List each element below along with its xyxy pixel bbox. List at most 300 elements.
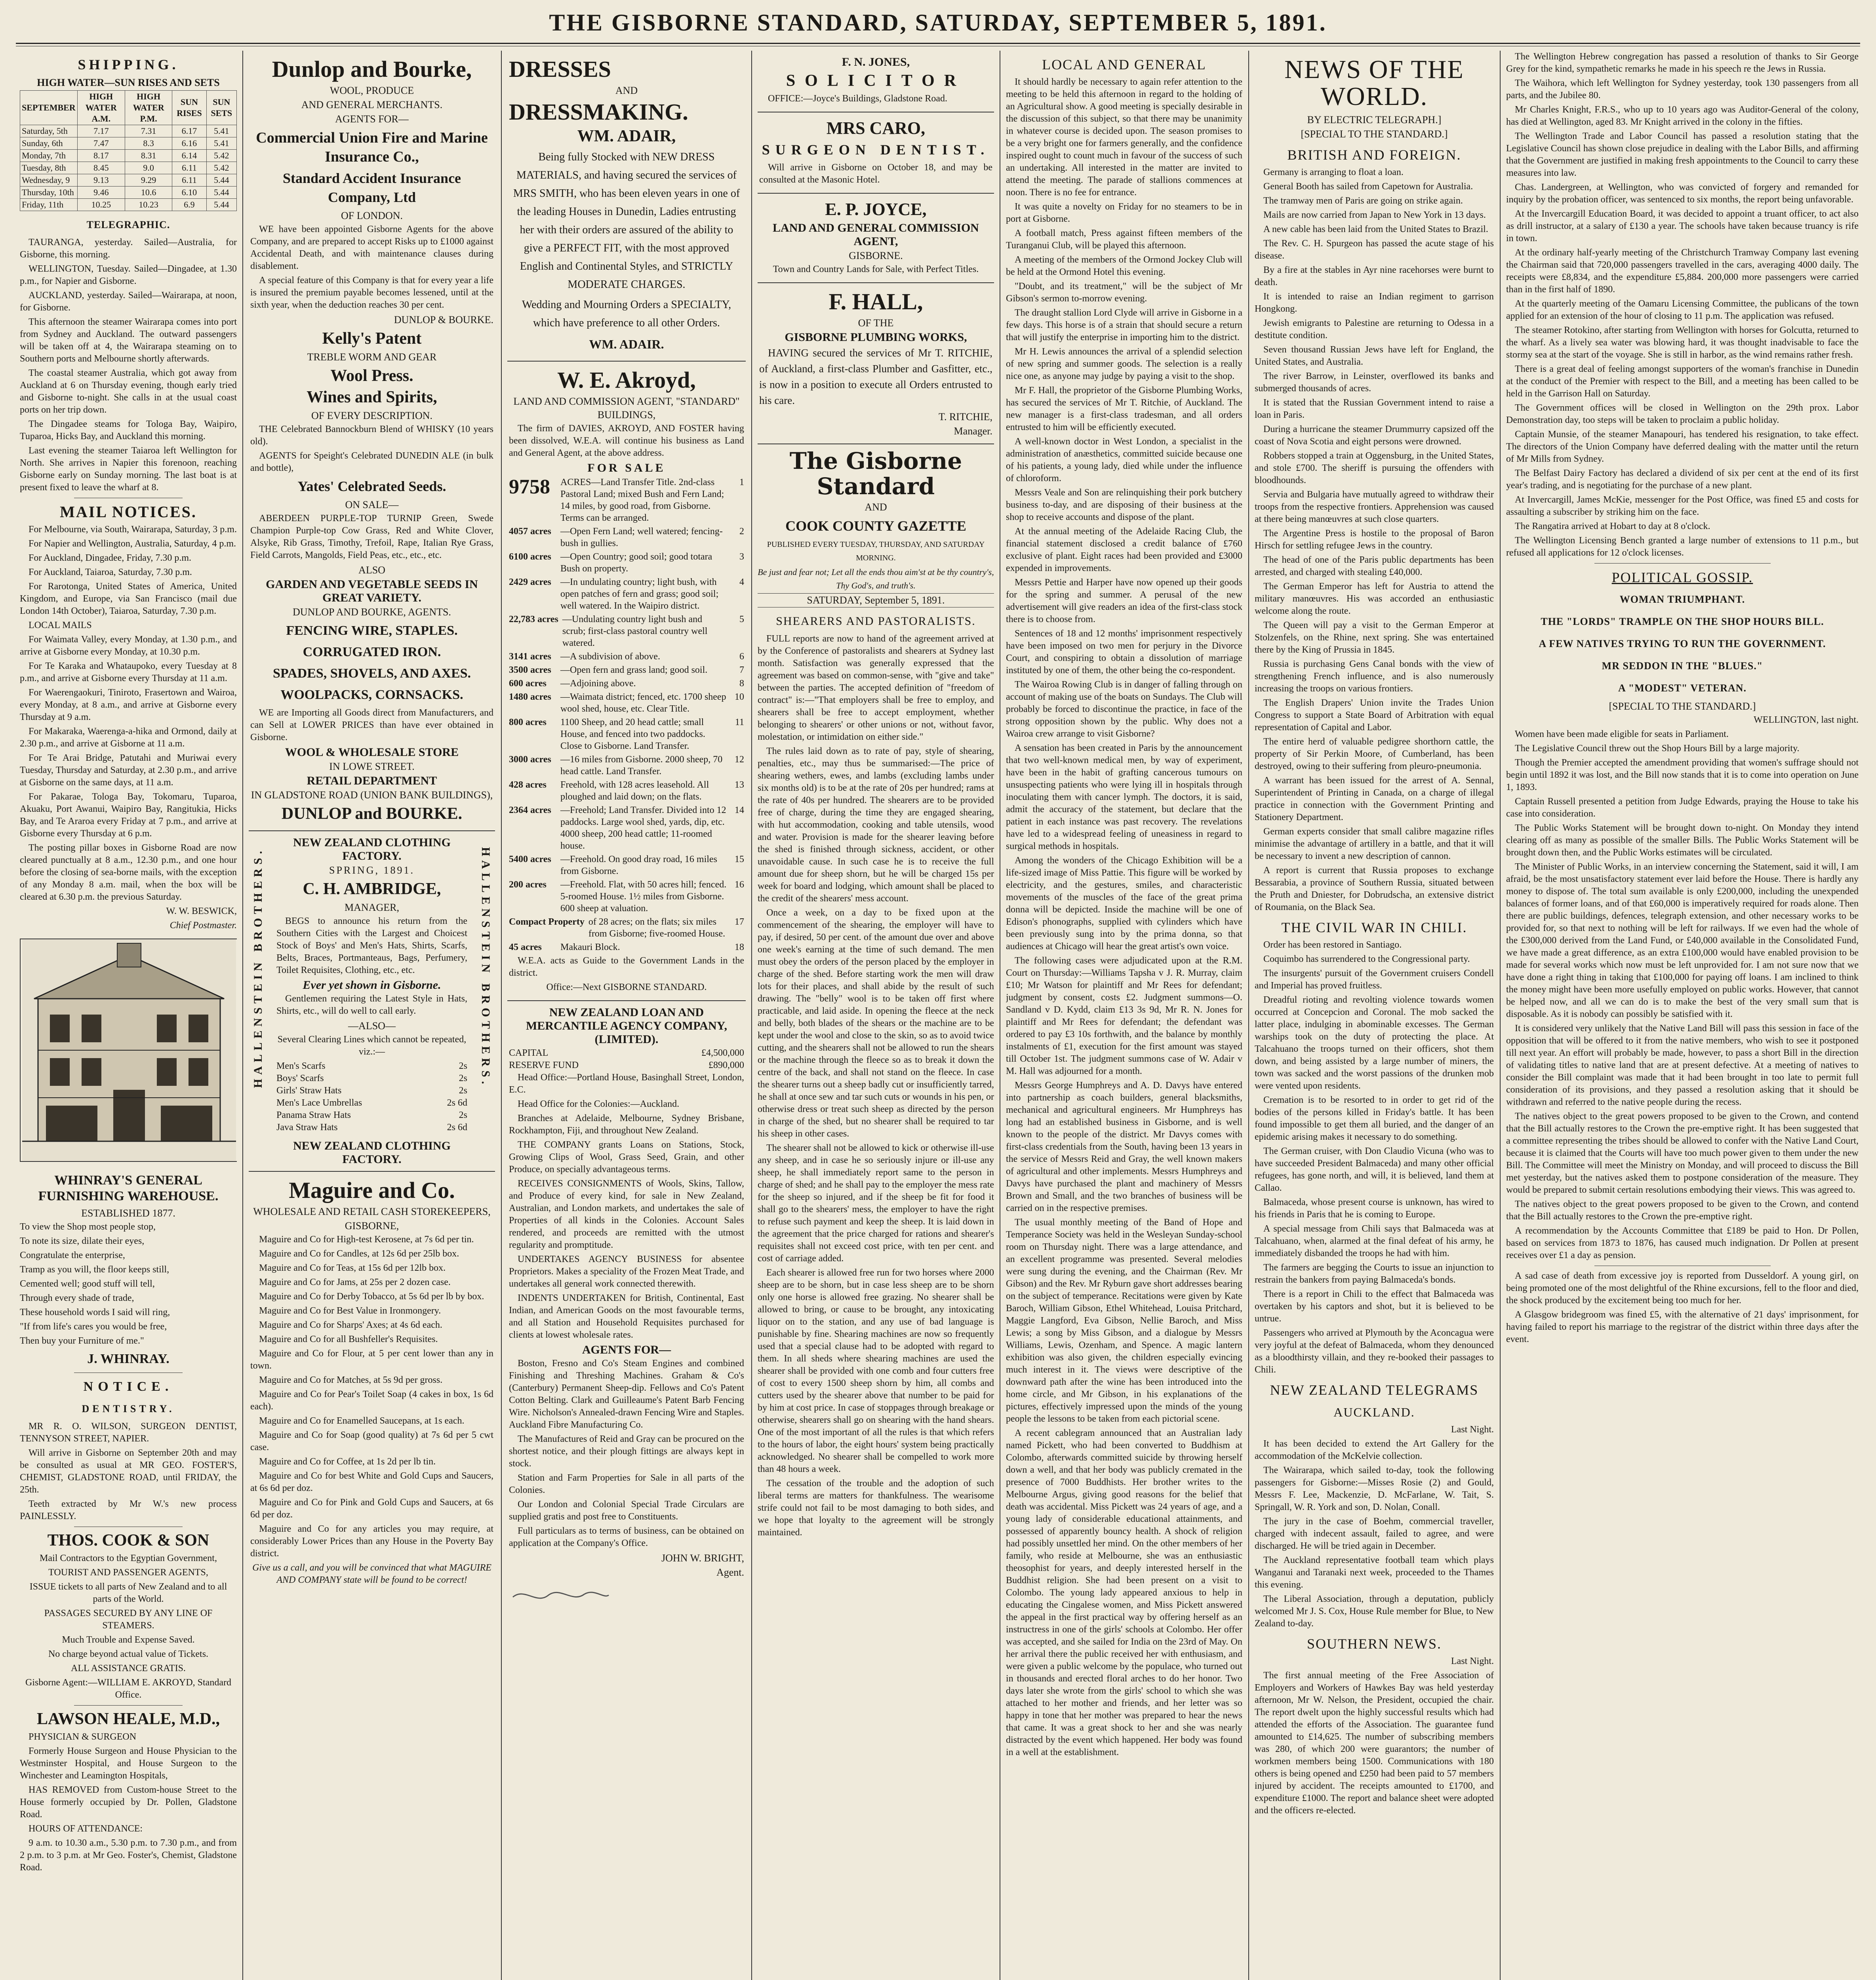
tide-cell: Tuesday, 8th <box>20 162 78 174</box>
local-paragraph: A meeting of the members of the Ormond Jockey Club will be held at the Ormond Hotel this evening. <box>1006 255 1242 277</box>
shipping-heading: SHIPPING. <box>78 57 179 72</box>
dunlop-line: WOOL, PRODUCE <box>329 85 414 96</box>
land-number: 14 <box>735 805 744 815</box>
land-area: 6100 acres <box>509 552 551 562</box>
land-description: —Undulating country light bush and scrub; first-class pastoral country well watered. <box>562 614 708 648</box>
land-area: 800 acres <box>509 717 547 727</box>
land-listing <box>509 525 744 549</box>
hall-para: HAVING secured the services of Mr T. RITCHIE, of Auckland, a first-class Plumber and Gasfitter, etc., is now in a position to execute all Orders entrusted to his care. <box>759 347 992 406</box>
heale-paragraph: HOURS OF ATTENDANCE: <box>29 1824 143 1834</box>
dunlop-sign-2: DUNLOP and BOURKE. <box>281 805 463 823</box>
mail-paragraph: For Napier and Wellington, Australia, Saturday, 4 p.m. <box>29 539 236 549</box>
import-para: WE are Importing all Goods direct from Manufacturers, and can Sell at LOWER PRICES than have ever obtained in Gisborne. <box>250 708 493 742</box>
wines-sub: OF EVERY DESCRIPTION. <box>311 410 432 421</box>
local-paragraph: Messrs George Humphreys and A. D. Davys have entered into partnership as coach builders, general blacksmiths, mechanical and agricultural engineers. Mr Humphreys has long had an established business in Gisborne, and is well known to the people of the district. Mr Davys comes with first-class credentials from the South, having been 13 years in the service of Messrs Reid and Gray, the well known makers of agricultural and other implements. Messrs Humphreys and Davys have purchased the plant and machinery of Messrs Brown and Small, and the two branches of business will be carried on in the respective premises. <box>1006 1080 1242 1213</box>
garden-seeds: GARDEN AND VEGETABLE SEEDS IN GREAT VARIETY. <box>266 578 478 604</box>
shearers-heading: SHEARERS AND PASTORALISTS. <box>776 615 976 628</box>
price-row <box>276 1121 467 1134</box>
joyce-para: Town and Country Lands for Sale, with Perfect Titles. <box>773 264 979 274</box>
price-row <box>276 1097 467 1109</box>
tide-cell: 10.6 <box>125 187 172 199</box>
column-7-paragraph: The steamer Rotokino, after starting from Wellington with horses for Golcutta, returned to the wharf. As a lively sea water was blowing hard, it was thought inadvisable to face the stormy sea at the start of the voyage. She is still in harbor, as the wind remains rather fresh. <box>1506 325 1859 360</box>
local-paragraph: Sentences of 18 and 12 months' imprisonment respectively have been imposed on two men for perjury in the Divorce Court, and conspiring to obtain a dissolution of marriage instituted by one of them, the other being the co-respondent. <box>1006 628 1242 676</box>
world-paragraph: The Argentine Press is hostile to the proposal of Baron Hirsch for settling refugee Jews in the country. <box>1255 528 1494 551</box>
political-gossip-heading: POLITICAL GOSSIP. <box>1611 569 1753 585</box>
mail-paragraph: For Te Arai Bridge, Patutahi and Muriwai every Tuesday, Thursday and Saturday, at 2.30 p.m., and arrive at Gisborne on the same days, at 11 a.m. <box>20 753 237 788</box>
tide-cell: 5.42 <box>206 150 236 162</box>
maguire-sub: WHOLESALE AND RETAIL CASH STOREKEEPERS, <box>253 1206 491 1217</box>
local-general-article <box>1006 76 1242 1759</box>
akroyd-para: The firm of DAVIES, AKROYD, AND FOSTER having been dissolved, W.E.A. will continue his business as Land and General Agent, at the above address. <box>509 423 744 458</box>
mail-paragraph: For Auckland, Taiaroa, Saturday, 7.30 p.m. <box>29 567 192 577</box>
ambridge-manager: MANAGER, <box>345 902 399 913</box>
maguire-item: Maguire and Co for Soap (good quality) at 7s 6d per 5 cwt case. <box>250 1430 493 1453</box>
tide-row <box>20 137 237 150</box>
shearers-paragraph: Once a week, on a day to be fixed upon at the commencement of the shearing, the employer will have to pay, if desired, 50 per cent. of the amount due over and above one week's earning at the time of such demand. The men must obey the orders of the person placed by the employer in charge of the shed. Before starting work the men will draw lots for their places, and shall abide by the result of such drawing. The "belly" wool is to be taken off first where practicable, and laid aside. In opening the fleece at the neck and belly, both blades of the shears or the machine are to be kept under the wool and close to the skin, so as to avoid twice cutting, and the shearers shall not be allowed to run the shears or the machine through the fleece so as to break it down the centre of the back, and shall not stand on the fleece. In case the shearer turns out a sheep badly cut or insufficiently tarred, he shall at once sew and tar such cuts or wounds in his pen, or otherwise dress or treat such sheep as directed by the person in charge of the shed, but no shearer shall be required to tar his sheep in other cases. <box>758 908 994 1139</box>
shipping-paragraph: WELLINGTON, Tuesday. Sailed—Dingadee, at 1.30 p.m., for Napier and Gisborne. <box>20 264 237 286</box>
column-5 <box>1006 51 1242 1980</box>
tide-cell: 6.14 <box>172 150 206 162</box>
gossip-paragraph: The Legislative Council threw out the Shop Hours Bill by a large majority. <box>1515 743 1800 754</box>
world-paragraph: General Booth has sailed from Capetown for Australia. <box>1263 181 1473 192</box>
retail-dept-sub: IN GLADSTONE ROAD (UNION BANK BUILDINGS), <box>251 789 493 801</box>
world-paragraph: Jewish emigrants to Palestine are returning to Odessa in a destitute condition. <box>1255 318 1494 341</box>
ambridge-para: BEGS to announce his return from the Southern Cities with the Largest and Choicest Stock of Boys' and Men's Hats, Shirts, Scarfs, Belts, Braces, Portmanteaus, Bags, Perfumery, Toilet Requisites, Clothing, etc., etc. <box>276 916 467 975</box>
hallenstein-vertical-left: HALLENSTEIN BROTHERS. <box>251 847 265 1088</box>
tide-cell: 5.42 <box>206 162 236 174</box>
land-number: 15 <box>735 854 744 864</box>
nzlma-capital <box>509 1047 744 1059</box>
tide-cell: Sunday, 6th <box>20 137 78 150</box>
tide-cell: Saturday, 5th <box>20 125 78 137</box>
land-area: 45 acres <box>509 942 542 952</box>
maguire-item: Maguire and Co for Flour, at 5 per cent lower than any in town. <box>250 1348 493 1371</box>
local-paragraph: The following cases were adjudicated upon at the R.M. Court on Thursday:—Williams Tapsha v J. R. Murray, claim £10; Mr Watson for plaintiff and Mr Rees for defendant; judgment by consent, costs £2. Judgment summons—O. Sandland v D. Kydd, claim £13 3s 9d, Mr R. N. Jones for plaintiff and Mr Rees for defendant; the defendant was ordered to pay £3 10s forthwith, and the balance by monthly instalments of £1, execution for the first amount was stayed till October 1st. The judgment summons case of W. Adair v M. Hall was adjourned for a month. <box>1006 956 1242 1076</box>
column-7-paragraph: The Rangatira arrived at Hobart to day at 8 o'clock. <box>1515 521 1710 531</box>
tide-table-body <box>20 125 237 211</box>
land-number: 12 <box>735 754 744 765</box>
tide-cell: 6.16 <box>172 137 206 150</box>
auckland-paragraph: The jury in the case of Boehm, commercial traveller, charged with indecent assault, failed to agree, and were discharged. He will be tried again in December. <box>1255 1516 1494 1551</box>
column-rule <box>751 51 752 1980</box>
british-foreign-heading: BRITISH AND FOREIGN. <box>1287 147 1461 163</box>
price-value: 2s 6d <box>447 1122 467 1133</box>
political-gossip-article <box>1506 728 1859 1262</box>
land-listing <box>509 916 744 940</box>
world-paragraph: The English Drapers' Union invite the Trades Union Congress to support a State Board of Arbitration with equal representation of Capital and Labor. <box>1255 698 1494 733</box>
local-paragraph: Mr F. Hall, the proprietor of the Gisborne Plumbing Works, has secured the services of Mr T. Ritchie, of Auckland. The new manager is a first-class tradesman, and all orders entrusted to him will be efficiently executed. <box>1006 385 1242 432</box>
shipping-paragraph: Last evening the steamer Taiaroa left Wellington for North. She arrives in Napier this forenoon, reaching Gisborne early on Sunday morning. The last boat is at present fixed to leave the wharf at 8. <box>20 446 237 493</box>
verse-line: These household words I said will ring, <box>20 1307 170 1317</box>
nzlma-title: NEW ZEALAND LOAN AND MERCANTILE AGENCY COMPANY, (LIMITED). <box>526 1006 728 1046</box>
spring-1891: SPRING, 1891. <box>329 864 415 876</box>
tide-cell: 5.44 <box>206 187 236 199</box>
land-number: 16 <box>735 880 744 890</box>
land-description: 1100 Sheep, and 20 head cattle; small House, and fenced into two paddocks. Close to Gisborne. Land Transfer. <box>560 717 705 751</box>
yates-title: Yates' Celebrated Seeds. <box>297 478 446 494</box>
column-rule <box>501 51 502 1980</box>
gents-para: Gentlemen requiring the Latest Style in Hats, Shirts, etc., will do well to call early. <box>276 994 467 1016</box>
agent-stamp-mark <box>509 1583 612 1607</box>
civil-war-chili-heading: THE CIVIL WAR IN CHILI. <box>1281 920 1467 935</box>
chili-paragraph: Coquimbo has surrendered to the Congressional party. <box>1263 954 1470 964</box>
auckland-paragraph: The Liberal Association, through a deputation, publicly welcomed Mr J. S. Cox, House Rule member for Blue, to New Zealand to-day. <box>1255 1594 1494 1629</box>
land-description: —Waimata district; fenced, etc. 1700 sheep wool shed, house, etc. Clear Title. <box>560 692 726 714</box>
local-paragraph: Mr H. Lewis announces the arrival of a splendid selection of new spring and summer goods. The selection is a really nice one, as anyone may judge by paying a visit to the shop. <box>1006 346 1242 381</box>
nzlma-advert <box>507 1001 746 1615</box>
price-row <box>276 1109 467 1121</box>
land-number: 17 <box>735 917 744 927</box>
dressmaking-title: DRESSMAKING. <box>509 99 688 125</box>
auckland-paragraph: The Wairarapa, which sailed to-day, took the following passengers for Gisborne:—Misses Rosie (2) and Gould, Messrs F. Lee, Mackenzie, D. McFarlane, W. Tait, S. Springall, W. R. York and son, D. Nolan, Conall. <box>1255 1465 1494 1512</box>
land-description: Makauri Block. <box>560 942 620 952</box>
price-row <box>276 1060 467 1072</box>
nzlma-paragraph: Branches at Adelaide, Melbourne, Sydney Brisbane, Rockhampton, Fiji, and throughout New Zealand. <box>509 1113 744 1136</box>
maguire-item: Maguire and Co for best White and Gold Cups and Saucers, at 6s 6d per doz. <box>250 1471 493 1493</box>
chili-paragraph: Dreadful rioting and revolting violence towards women occurred at Concepcion and Coronal. The mob sacked the latter place, indulging in abominable excesses. The German warships took on the duty of protecting the place. At Talcahuano the troops turned on their officers, shot them down, and being assisted by a large number of miners, the town was sacked and the worst passions of the drunken mob were vented upon residents. <box>1255 995 1494 1091</box>
tide-cell: 8.3 <box>125 137 172 150</box>
land-number: 8 <box>739 678 744 689</box>
tide-header: SUN RISES <box>172 91 206 125</box>
price-row <box>276 1072 467 1085</box>
chili-paragraph: Cremation is to be resorted to in order to get rid of the bodies of the persons killed in Friday's battle. It has been found impossible to get them all buried, and the danger of an epidemic arising makes it necessary to do something. <box>1255 1095 1494 1142</box>
telegraphic-heading: TELEGRAPHIC. <box>86 219 170 230</box>
news-of-the-world-heading: NEWS OF THE WORLD. <box>1284 55 1464 111</box>
jones-office: OFFICE:—Joyce's Buildings, Gladstone Road. <box>768 93 947 104</box>
land-number: 13 <box>735 780 744 790</box>
price-value: 2s <box>459 1085 467 1096</box>
land-listing <box>509 779 744 803</box>
dunlop-para: A special feature of this Company is that for every year a life is insured the premium payable becomes lessened, until at the sixth year, when the deduction reaches 30 per cent. <box>250 275 493 310</box>
ambridge-prices <box>276 1060 467 1134</box>
nz-telegrams-heading: NEW ZEALAND TELEGRAMS <box>1270 1382 1479 1398</box>
tide-cell: 7.31 <box>125 125 172 137</box>
tide-cell: Wednesday, 9 <box>20 174 78 187</box>
divider <box>74 1705 183 1706</box>
column-3 <box>507 51 746 1980</box>
shearers-paragraph: The cessation of the trouble and the adoption of such liberal terms are matters for thankfulness. The wearisome strife could not fail to be most damaging to both sides, and we hope that loyalty to the agreement will be strongly maintained. <box>758 1478 994 1538</box>
land-listing <box>509 651 744 663</box>
london: OF LONDON. <box>341 210 403 221</box>
nzlma-sign: JOHN W. BRIGHT, <box>661 1552 744 1564</box>
mail-signature-title: Chief Postmaster. <box>170 920 237 931</box>
auckland-paragraph: It has been decided to extend the Art Gallery for the accommodation of the McKelvie collection. <box>1255 1439 1494 1461</box>
land-number: 11 <box>735 717 744 727</box>
tide-cell: 6.9 <box>172 199 206 211</box>
akroyd-advert <box>507 362 746 1001</box>
land-listing <box>509 664 744 676</box>
price-item: Boys' Scarfs <box>276 1073 324 1083</box>
union-insurance: Commercial Union Fire and Marine Insurance Co., <box>256 129 488 165</box>
tide-row <box>20 187 237 199</box>
auckland-paragraphs <box>1255 1438 1494 1630</box>
world-paragraph: Russia is purchasing Gens Canal bonds with the view of strengthening French influence, and is also numerously increasing the troops on various frontiers. <box>1255 659 1494 694</box>
world-paragraph: Mails are now carried from Japan to New York in 13 days. <box>1263 210 1486 220</box>
land-listing <box>509 691 744 715</box>
spades: SPADES, SHOVELS, AND AXES. <box>272 666 471 681</box>
price-value: 2s <box>459 1061 467 1071</box>
world-paragraph: The head of one of the Paris public departments has been arrested, and charged with stealing £40,000. <box>1255 555 1494 577</box>
for-sale: FOR SALE <box>587 461 666 474</box>
land-area: 3000 acres <box>509 754 551 765</box>
land-description: —Open fern and grass land; good soil. <box>560 665 708 675</box>
column-7-paragraph: The Wellington Licensing Bench granted a large number of extensions to 11 p.m., but refused all applications for 12 o'clock licenses. <box>1506 535 1859 558</box>
jones-advert <box>758 51 994 112</box>
nzlma-paragraph: INDENTS UNDERTAKEN for British, Continental, East Indian, and American Goods on the most favourable terms, and all Station and Household Requisites purchased for clients at lowest wholesale rates. <box>509 1293 744 1340</box>
maguire-footer: Give us a call, and you will be convinced that what MAGUIRE AND COMPANY state will be found to be correct! <box>252 1563 491 1585</box>
land-listing <box>509 879 744 914</box>
notice-paragraph: MR R. O. WILSON, SURGEON DENTIST, TENNYSON STREET, NAPIER. <box>20 1421 237 1444</box>
dresses-title: DRESSES <box>509 56 611 82</box>
land-area: 3500 acres <box>509 665 551 675</box>
land-number: 18 <box>735 942 744 952</box>
dunlop-advert <box>249 51 495 831</box>
land-listing <box>509 613 744 649</box>
tide-cell: 7.17 <box>77 125 125 137</box>
price-item: Men's Lace Umbrellas <box>276 1098 362 1108</box>
akroyd-office: Office:—Next GISBORNE STANDARD. <box>546 982 707 992</box>
tide-row <box>20 125 237 137</box>
world-paragraphs <box>1255 166 1494 914</box>
price-item: Girls' Straw Hats <box>276 1085 342 1096</box>
hallenstein-vertical-right: HALLENSTEIN BROTHERS. <box>479 847 492 1088</box>
land-listing <box>509 551 744 575</box>
maguire-item: Maguire and Co for Jams, at 25s per 2 dozen case. <box>259 1277 451 1287</box>
few-natives: A FEW NATIVES TRYING TO RUN THE GOVERNMENT. <box>1539 638 1826 649</box>
standard-accident: Standard Accident Insurance Company, Ltd <box>282 170 461 205</box>
chili-paragraph: The farmers are begging the Courts to issue an injunction to restrain the bankers from paying Balmaceda's bonds. <box>1255 1262 1494 1285</box>
verse-line: "If from life's cares you would be free, <box>20 1321 167 1332</box>
ambridge-advert <box>249 831 495 1172</box>
capital-value: £4,500,000 <box>701 1048 744 1058</box>
column-7-paragraph: The Waihora, which left Wellington for Sydney yesterday, took 130 passengers from all parts, and the Jubilee 80. <box>1506 78 1859 101</box>
tide-cell: 10.23 <box>125 199 172 211</box>
tide-table <box>20 90 237 211</box>
seeds-list: ABERDEEN PURPLE-TOP TURNIP Green, Swede Champion Purple-top Cow Grass, Red and White Clover, Alsyke, Rib Grass, Timothy, Trefoil, Rape, Italian Rye Grass, Field Carrots, Mangolds, Field Peas, etc., etc., etc. <box>250 513 493 560</box>
tide-cell: 7.47 <box>77 137 125 150</box>
cook-paragraphs <box>20 1552 237 1701</box>
tide-header: SUN SETS <box>206 91 236 125</box>
column-1 <box>20 51 237 1980</box>
land-description: —In undulating country; light bush, with open patches of fern and grass; good soil; well watered. In the Waipiro district. <box>560 577 719 611</box>
glasgow-para: A Glasgow bridegroom was fined £5, with the alternative of 21 days' imprisonment, for having failed to report his marriage to the registrar of the district within three days after the event. <box>1506 1310 1859 1344</box>
world-paragraph: It is intended to raise an Indian regiment to garrison Hongkong. <box>1255 291 1494 314</box>
tide-cell: 6.17 <box>172 125 206 137</box>
cook-line: PASSAGES SECURED BY ANY LINE OF STEAMERS. <box>44 1608 213 1631</box>
local-paragraph: It was quite a novelty on Friday for no steamers to be in port at Gisborne. <box>1006 202 1242 224</box>
chili-paragraph: Order has been restored in Santiago. <box>1263 940 1402 950</box>
chili-paragraph: The German cruiser, with Don Claudio Vicuna (who was to have succeeded President Balmaceda) and many other official refugees, has gone north, and will, it is believed, land them at Callao. <box>1255 1146 1494 1193</box>
heale-paragraph: HAS REMOVED from Custom-house Street to the House formerly occupied by Dr. Pollen, Gladstone Road. <box>20 1785 237 1820</box>
world-paragraph: Seven thousand Russian Jews have left for England, the United States, and Australia. <box>1255 345 1494 367</box>
local-paragraph: The Wairoa Rowing Club is in danger of falling through on account of making use of the boats on Sundays. The Club will probably be forced to discontinue the practice, in face of the strong opposition shown by the public. Why does not a Wairoa crew arrange to visit Gisborne? <box>1006 680 1242 739</box>
maguire-item: Maguire and Co for Teas, at 15s 6d per 12lb box. <box>259 1263 446 1273</box>
solicitor-title: SOLICITOR <box>786 72 966 90</box>
land-description: —Open Country; good soil; good totara Bush on property. <box>560 552 712 574</box>
local-paragraph: A sensation has been created in Paris by the announcement that two well-known medical men, by way of experiment, have been in the habit of grafting cancerous tumours on unsuspecting patients who were lying ill in hospitals through inoculating them with cancer lymph. The doctors, it is said, admit the accuracy of the statement, but declare that the patient in each instance was past recovery. The revelations have led to a widespread feeling of uneasiness in regard to surgical methods in hospitals. <box>1006 743 1242 851</box>
gossip-paragraph: The natives object to the great powers proposed to be given to the Crown, and contend that the Bill actually restores to the Crown the pre-emptive right. It has been suggested that a committee representing the tribes should be allowed to confer with the Native Land Court, because it is claimed that the Courts will have too much power given to them under the new Bill. The Committee will meet the Ministry on Monday, and will proceed to discuss the Bill met yesterday, but the natives asked them to postpone consideration of the measure. They would be prepared to submit certain resolutions embodying their views. This was agreed to. <box>1506 1111 1859 1195</box>
wellington-dateline: WELLINGTON, last night. <box>1754 715 1859 725</box>
local-paragraph: Messrs Veale and Son are relinquishing their pork butchery business to-day, and are disposing of their business at the shop to receive accounts and dispose of the plant. <box>1006 487 1242 522</box>
akroyd-sub: LAND AND COMMISSION AGENT, "STANDARD" BUILDINGS, <box>513 396 740 421</box>
gossip-paragraph: The natives object to the great powers proposed to be given to the Crown, and contend that the Bill actually restores to the Crown the pre-emptive right. <box>1506 1199 1859 1222</box>
nzlma-paragraph: UNDERTAKES AGENCY BUSINESS for absentee Proprietors. Makes a speciality of the Frozen Meat Trade, and undertakes all general work connected therewith. <box>509 1254 744 1289</box>
divider <box>1594 563 1771 564</box>
gossip-paragraph: Women have been made eligible for seats in Parliament. <box>1515 729 1729 739</box>
verse-line: Cemented well; good stuff will tell, <box>20 1279 155 1289</box>
local-paragraph: "Doubt, and its treatment," will be the subject of Mr Gibson's sermon to-morrow evening. <box>1006 281 1242 304</box>
land-number: 1 <box>739 477 744 487</box>
nzlma-paragraph: THE COMPANY grants Loans on Stations, Stock, Growing Clips of Wool, Grass Seed, Grain, and other Produce, on specially advantageous terms. <box>509 1140 744 1175</box>
chili-paragraph: A special message from Chili says that Balmaceda was at Talcahuano, when, alarmed at the final defeat of his army, he immediately disbanded the troops he had with him. <box>1255 1224 1494 1258</box>
tide-cell: 6.11 <box>172 162 206 174</box>
whinray-title: WHINRAY'S GENERAL FURNISHING WAREHOUSE. <box>38 1173 219 1203</box>
land-description: —Freehold. On good dray road, 16 miles from Gisborne. <box>560 854 717 876</box>
world-paragraph: A warrant has been issued for the arrest of A. Sennal, Superintendent of Printing in Canada, on a charge of illegal practice in connection with the Government Printing and Stationery Department. <box>1255 775 1494 822</box>
tide-header: SEPTEMBER <box>20 91 78 125</box>
world-paragraph: Germany is arranging to float a loan. <box>1263 167 1404 177</box>
cook-line: Mail Contractors to the Egyptian Government, <box>40 1553 217 1563</box>
column-7-paragraph: There is a great deal of feeling amongst supporters of the woman's franchise in Dunedin at the conduct of the Premier with respect to the Bill, and a meeting has been called to be held in the Garrison Hall on Saturday. <box>1506 364 1859 399</box>
land-listing <box>509 716 744 752</box>
dress-advert <box>507 51 746 362</box>
corrugated-iron: CORRUGATED IRON. <box>303 645 441 659</box>
tide-header: HIGH WATER P.M. <box>125 91 172 125</box>
land-number: 6 <box>739 651 744 662</box>
shipping-paragraph: The Dingadee steams for Tologa Bay, Waipiro, Tuparoa, Hicks Bay, and Auckland this morning. <box>20 419 237 442</box>
hall-name: F. HALL, <box>828 289 923 314</box>
nzlma-paragraph: RECEIVES CONSIGNMENTS of Wools, Skins, Tallow, and Produce of every kind, for sale in New Zealand, Australian, and London markets, and undertakes the sale of Properties of all kinds in the Colonies. Account Sales rendered, and proceeds are remitted with the utmost regularity and promptitude. <box>509 1178 744 1250</box>
nzlma-london: Our London and Colonial Special Trade Circulars are supplied gratis and post free to Constituents. <box>509 1499 744 1522</box>
heale-paragraph: Formerly House Surgeon and House Physician to the Westminster Hospital, and House Surgeon to the Winchester and Leamington Hospitals, <box>20 1746 237 1781</box>
maguire-item: Maguire and Co for Sharps' Axes; at 4s 6d each. <box>259 1320 442 1330</box>
land-listing <box>509 804 744 852</box>
dunlop-line: AND GENERAL MERCHANTS. <box>301 99 443 110</box>
verse-line: Congratulate the enterprise, <box>20 1250 125 1260</box>
tide-cell: 9.46 <box>77 187 125 199</box>
hall-advert <box>758 283 994 444</box>
column-7-paragraphs <box>1506 51 1859 559</box>
local-paragraph: A football match, Press against fifteen members of the Turanganui Club, will be played this afternoon. <box>1006 228 1242 251</box>
column-rule <box>1500 51 1501 1980</box>
column-7-paragraph: Mr Charles Knight, F.R.S., who up to 10 years ago was Auditor-General of the colony, has died at Wellington, aged 83. Mr Knight arrived in the colony in the fifties. <box>1506 105 1859 127</box>
maguire-item: Maguire and Co for High-test Kerosene, at 7s 6d per tin. <box>259 1234 474 1245</box>
tide-cell: 6.11 <box>172 174 206 187</box>
notice-heading: NOTICE. <box>83 1379 173 1394</box>
land-area: 1480 acres <box>509 692 551 702</box>
local-paragraph: The usual monthly meeting of the Band of Hope and Temperance Society was held in the Wesleyan Sunday-school room on Thursday night. There was a large attendance, and an excellent programme was presented. Several melodies were sung during the evening, and the Chairman (Rev. Mr Gibson) and the Rev. Mr Ryburn gave short addresses bearing on the subject of temperance. Recitations were given by Kate Baroch, William Gibson, Ethel Whitehead, Louisa Pritchard, Maggie Langford, Eva Gibson, Nellie Baroch, and Miss Lewis; a song by Miss Gibson, and a dialogue by Messrs Williams, Lewis, Ozenham, and Spence. A magic lantern exhibition was also given, the children especially evincing much interest in it. The views were descriptive of the downward path after the wine has been introduced into the home circle, and Mr Gibson, in his explanations of the pictures, effectively impressed upon the minds of the young people the lessons to be taken from each pictorial scene. <box>1006 1217 1242 1424</box>
caro-name: MRS CARO, <box>826 118 926 138</box>
nzlma-reserve <box>509 1059 744 1072</box>
land-listing <box>509 476 744 524</box>
local-paragraph: A recent cablegram announced that an Australian lady named Pickett, who had been converted to Buddhism at Colombo, afterwards committed suicide by throwing herself down a well, and that her body was publicly cremated in the presence of 7000 Buddhists. Her brother writes to the Melbourne Argus, giving good reasons for the belief that death was accidental. Miss Pickett was 24 years of age, and a young lady of considerable educational attainments, and possessed of apparently bouncy health. A shock of religion had possibly unsettled her mind. On the other members of her family, who reside at Melbourne, she was an enthusiastic theosophist for years, and deeply interested herself in the Buddhist religion. She had been present on a visit to Colombo. The young lady appeared anxious to help in educating the Cingalese women, and Miss Pickett answered the appeal in the first practical way by offering herself as an instructress in one of the girls' schools at Colombo. Her offer was accepted, and she sailed for India on the 23rd of May. On her arrival there the public received her with enthusiasm, and were given a public welcome by the populace, who turned out in thousands and erected floral arches to do her honor. Two days later she wrote from the girls' school to which she was attached to her mother and friends, and her letter was so happy in tone that her mother was prepared to hear the news that came. It was a great shock to her and she was nearly distracted by the event which happened. Her body was found in a well at the establishment. <box>1006 1428 1242 1757</box>
maguire-item: Maguire and Co for Pink and Gold Cups and Saucers, at 6s 6d per doz. <box>250 1497 493 1520</box>
whinray-name: J. WHINRAY. <box>87 1352 170 1366</box>
standard-sub: COOK COUNTY GAZETTE <box>785 518 966 534</box>
price-item: Java Straw Hats <box>276 1122 338 1133</box>
tide-header: HIGH WATER A.M. <box>77 91 125 125</box>
auckland-date: Last Night. <box>1451 1424 1494 1435</box>
dusseldorf-para: A sad case of death from excessive joy is reported from Dusseldorf. A young girl, on being promoted one of the most delightful of the Rhine excursions, fell to the floor and died, the shock produced by the excitement being too much for her. <box>1506 1271 1859 1306</box>
maguire-item: Maguire and Co for Derby Tobacco, at 5s 6d per lb by box. <box>259 1291 484 1302</box>
shearers-paragraph: The shearer shall not be allowed to kick or otherwise ill-use any sheep, and in case he so seriously injure or ill-use any sheep, he shall immediately report same to the person in charge of shed; and he shall pay to the employer the mess rate for the sheep so injured, and if the sheep be fit for food it shall go to the shearers' mess, the employer to have the right to refuse such payment and keep the sheep. It is laid down in the agreement that the price charged for rations and shearer's requisites shall not exceed cost price, with ten per cent. and cost of carriage added. <box>758 1143 994 1264</box>
hall-of: OF THE <box>858 317 894 329</box>
chili-paragraphs <box>1255 939 1494 1376</box>
dunlop-para: AGENTS for Speight's Celebrated DUNEDIN ALE (in bulk and bottle), <box>250 451 493 473</box>
standard-pub: PUBLISHED EVERY TUESDAY, THURSDAY, AND SATURDAY MORNING. <box>767 540 985 562</box>
world-paragraph: It is stated that the Russian Government intend to raise a loan in Paris. <box>1255 398 1494 420</box>
world-paragraph: A report is current that Russia proposes to exchange Bessarabia, a province of Southern Russia, situated between the Pruth and Dniester, for Dobrudscha, an extensive district of Roumania, on the Black Sea. <box>1255 865 1494 912</box>
woman-triumphant: WOMAN TRIUMPHANT. <box>1619 594 1745 605</box>
land-number: 3 <box>739 552 744 562</box>
wedding-para: Wedding and Mourning Orders a SPECIALTY, which have preference to all other Orders. <box>522 299 731 329</box>
nzlma-paragraph: Head Office for the Colonies:—Auckland. <box>518 1099 680 1109</box>
verse-line: Through every shade of trade, <box>20 1293 134 1303</box>
land-listing <box>509 853 744 877</box>
heale-title: LAWSON HEALE, M.D., <box>36 1710 220 1728</box>
tide-cell: 5.41 <box>206 125 236 137</box>
land-area: 200 acres <box>509 880 547 890</box>
tide-cell: 6.10 <box>172 187 206 199</box>
mail-paragraph: LOCAL MAILS <box>29 620 92 630</box>
chili-paragraph: Balmaceda, whose present course is unknown, has wired to his friends in Paris that he is coming to Europe. <box>1255 1197 1494 1220</box>
special-to-standard: [SPECIAL TO THE STANDARD.] <box>1301 128 1448 140</box>
column-7-paragraph: Captain Munsie, of the steamer Manapouri, has tendered his resignation, to take effect. The directors of the Union Company have deferred dealing with the matter until the return of Mr Mills from Sydney. <box>1506 429 1859 464</box>
land-area: 2364 acres <box>509 805 551 815</box>
dunlop-para: THE Celebrated Bannockburn Blend of WHISKY (10 years old). <box>250 424 493 447</box>
clothing-factory: NEW ZEALAND CLOTHING FACTORY. <box>293 836 451 862</box>
tide-cell: 9.29 <box>125 174 172 187</box>
nzlma-station: Station and Farm Properties for Sale in all parts of the Colonies. <box>509 1473 744 1495</box>
column-2 <box>249 51 495 1980</box>
mail-heading: MAIL NOTICES. <box>60 503 197 521</box>
maguire-advert <box>249 1172 495 1593</box>
column-7-paragraph: The Wellington Hebrew congregation has passed a resolution of thanks to Sir George Grey for the kind, sympathetic remarks he made in his speech re the Jews in Russia. <box>1506 51 1859 74</box>
local-paragraph: Messrs Pettie and Harper have now opened up their goods for the spring and summer. A perusal of the new advertisement will give readers an idea of the first-class stock there is to choose from. <box>1006 577 1242 624</box>
dunlop-para: WE have been appointed Gisborne Agents for the above Company, and are prepared to accept Risks up to £1000 against Accidental Death, and with maintenance clauses during disablement. <box>250 224 493 271</box>
joyce-advert <box>758 194 994 283</box>
tide-row <box>20 150 237 162</box>
caro-title: SURGEON DENTIST. <box>762 142 990 158</box>
shipping-paragraph: This afternoon the steamer Wairarapa comes into port from Sydney and Auckland. The outward passengers will be taken off at 4, the Wairarapa steaming on to Southern ports and Melbourne shortly afterwards. <box>20 317 237 364</box>
land-number: 4 <box>739 577 744 587</box>
dunlop-agents: DUNLOP AND BOURKE, AGENTS. <box>293 606 451 618</box>
joyce-name: E. P. JOYCE, <box>825 200 927 219</box>
adair-sign: WM. ADAIR. <box>589 337 664 351</box>
dunlop-line: AGENTS FOR— <box>335 113 409 125</box>
mail-paragraph: For Makaraka, Waerenga-a-hika and Ormond, daily at 2.30 p.m., and arrive at Gisborne at 11 a.m. <box>20 726 237 749</box>
whinray-verse <box>20 1221 237 1347</box>
caro-para: Will arrive in Gisborne on October 18, and may be consulted at the Masonic Hotel. <box>759 162 992 185</box>
land-area: 4057 acres <box>509 526 551 537</box>
land-description: —A subdivision of above. <box>560 651 660 662</box>
ritchie-title: Manager. <box>954 425 992 437</box>
world-paragraph: The tramway men of Paris are going on strike again. <box>1263 196 1463 206</box>
tide-cell: 8.45 <box>77 162 125 174</box>
column-7-paragraph: The Wellington Trade and Labor Council has passed a resolution stating that the Legislative Council has shown close prejudice in dealing with the Labor Bills, and affirming that the Government are justified in making fresh appointments to the Council to carry these measures into law. <box>1506 131 1859 178</box>
cook-line: TOURIST AND PASSENGER AGENTS, <box>48 1567 208 1578</box>
tide-cell: 9.13 <box>77 174 125 187</box>
gossip-paragraph: A recommendation by the Accounts Committee that £189 be paid to Hon. Dr Pollen, based on services from 1873 to 1876, has caused much indignation. Dr Pollen at present receives over £1 a day as pension. <box>1506 1226 1859 1260</box>
tide-cell: Monday, 7th <box>20 150 78 162</box>
land-area: 22,783 acres <box>509 614 558 624</box>
verse-line: To note its size, dilate their eyes, <box>20 1236 145 1246</box>
tide-row <box>20 174 237 187</box>
reserve-label: RESERVE FUND <box>509 1060 579 1070</box>
gossip-paragraph: The Public Works Statement will be brought down to-night. On Monday they intend clearing off as many as possible of the smaller Bills. The Public Works Statement will be brought down then, and the Public Works estimates will be circulated. <box>1506 823 1859 858</box>
ambridge-name: C. H. AMBRIDGE, <box>303 880 441 898</box>
whinray-established: ESTABLISHED 1877. <box>81 1207 175 1219</box>
